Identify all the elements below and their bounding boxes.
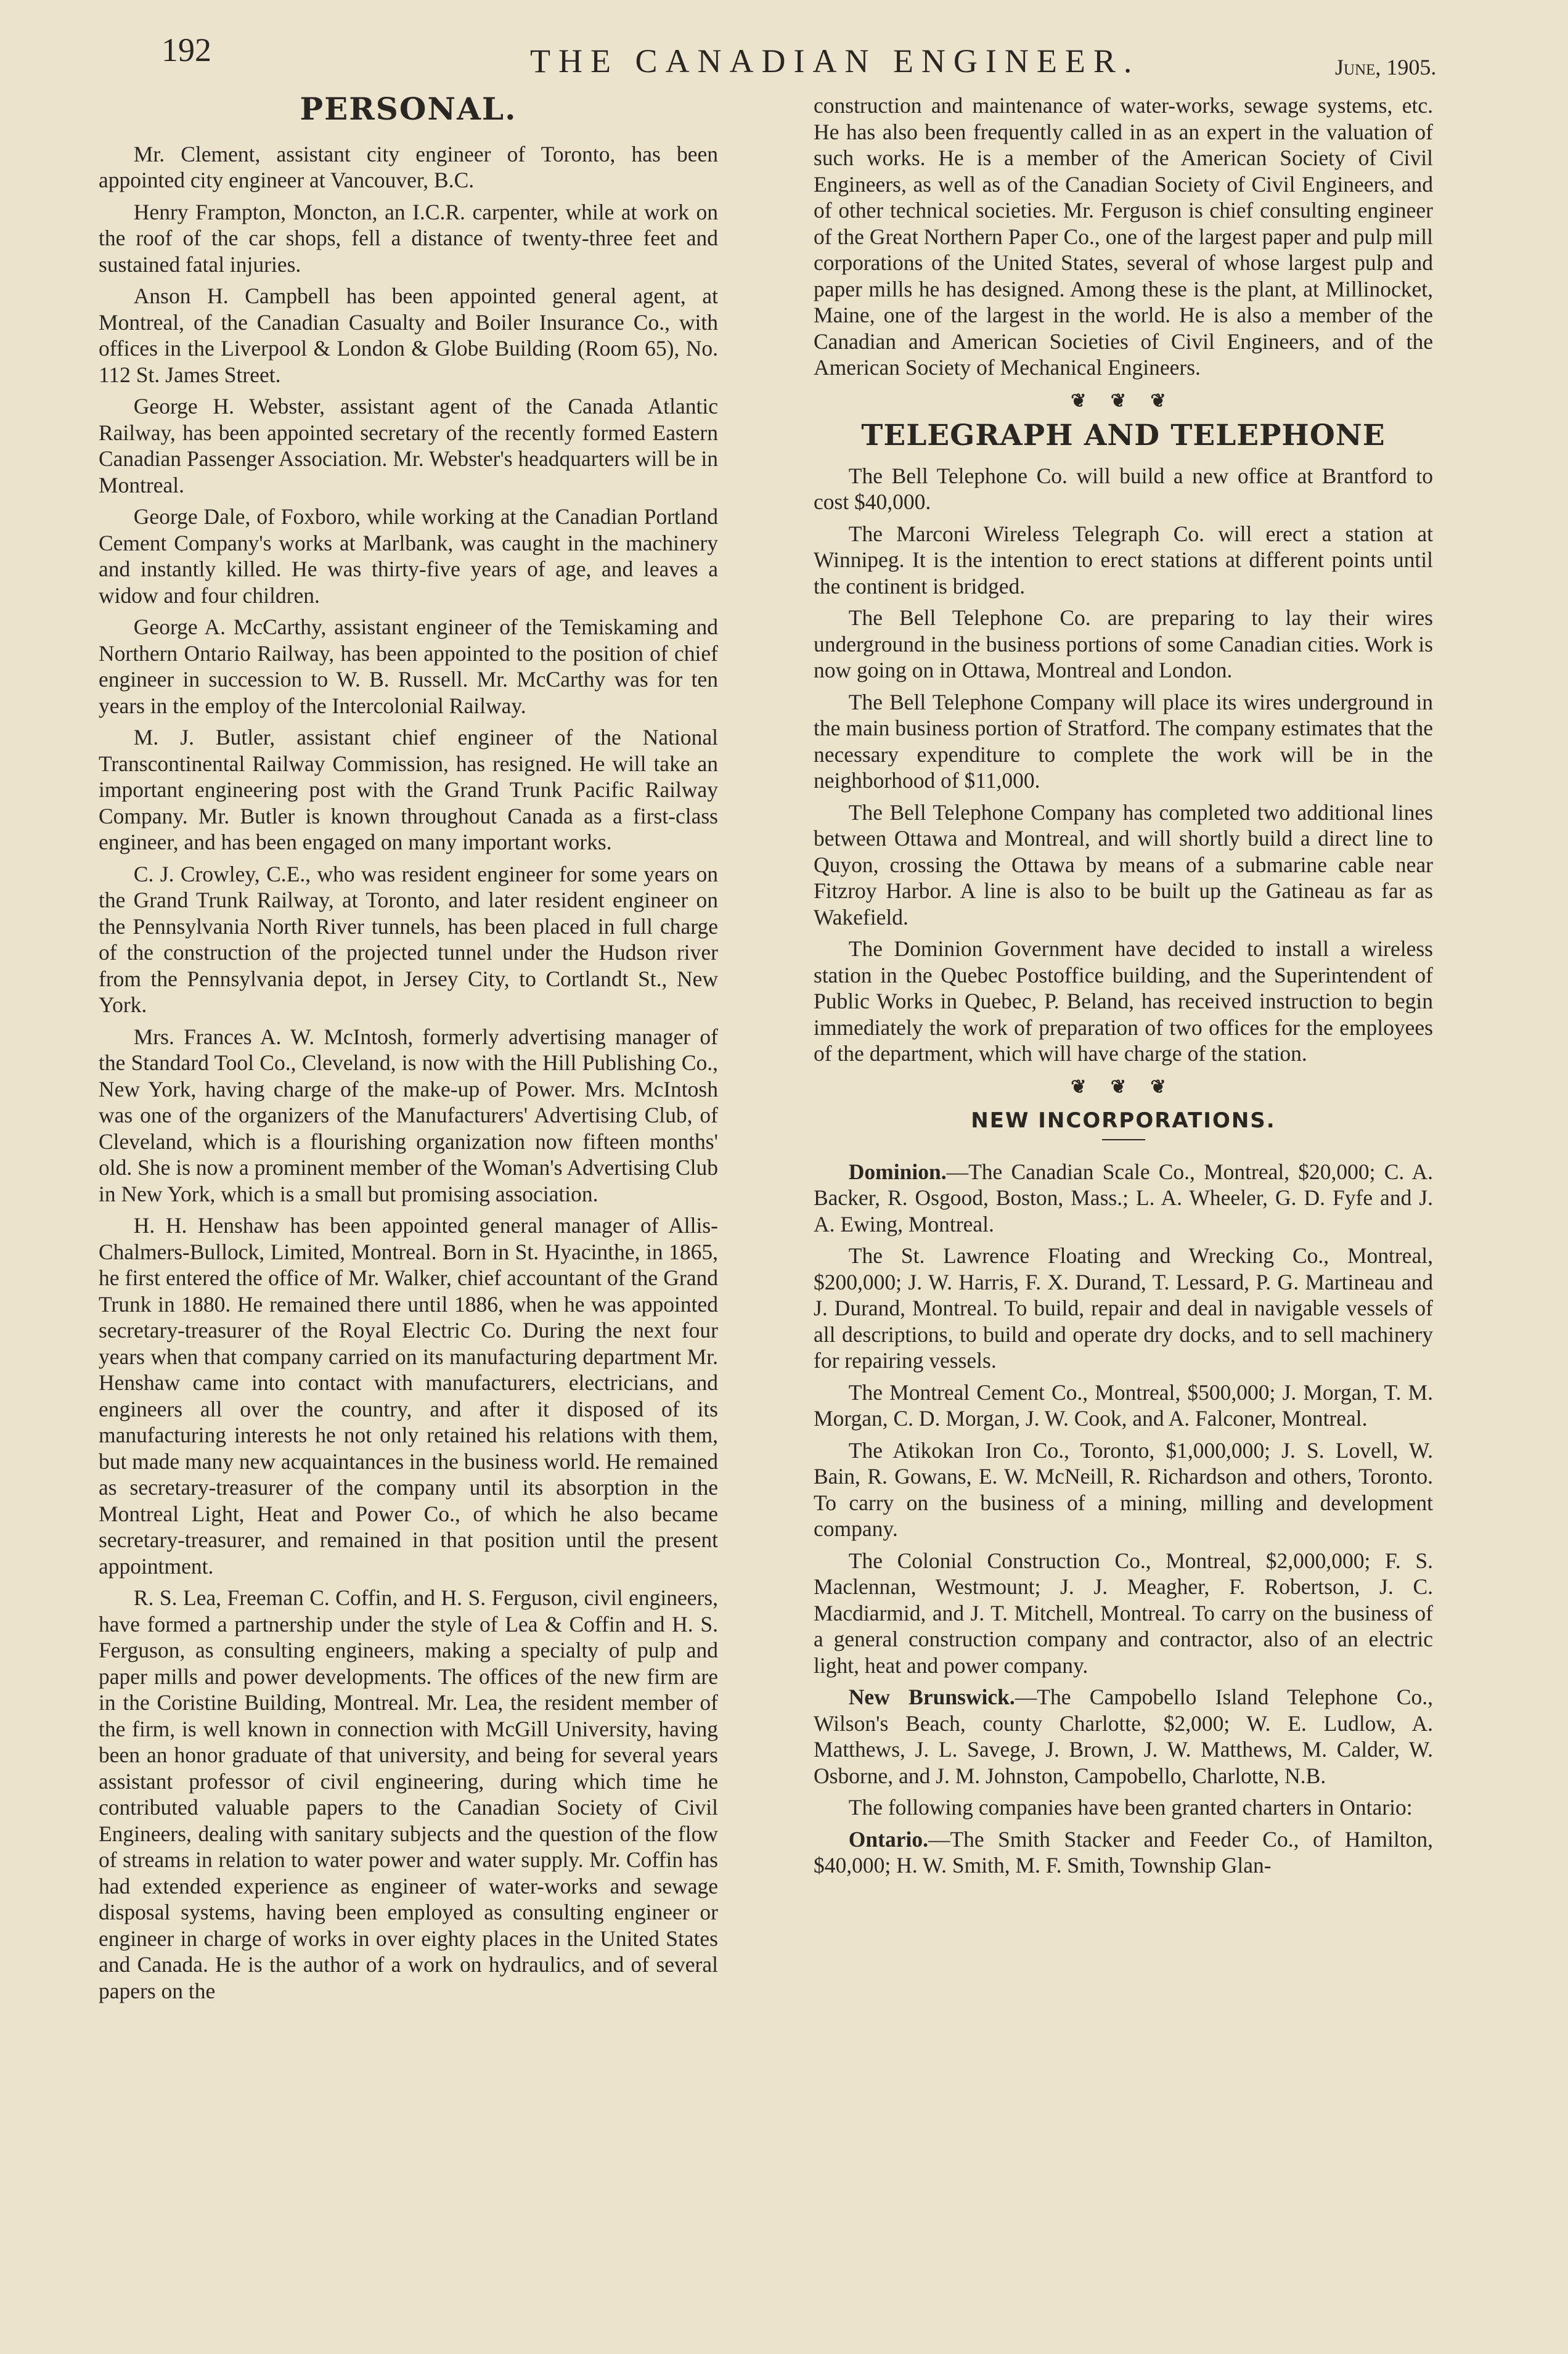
ontario-intro-paragraph: The following companies have been granted charters in Ontario: — [848, 1795, 1413, 1820]
section-ornament: ❦ ❦ ❦ — [1071, 390, 1176, 411]
personal-heading: PERSONAL. — [300, 91, 517, 127]
personal-paragraph: Mrs. Frances A. W. McIntosh, formerly advertising manager of the Standard Tool Co., Cleveland, is now with the Hill Publishing Co., New York, having charge of the make-up of Power. Mrs. McIntosh was one of the organizers of the Manufacturers' Advertising Club, of Cleveland, which is a flourishing organization now fifteen months' old. She is now a prominent member of the Woman's Advertising Club in New York, which is a small but promising association. — [99, 1024, 718, 1206]
incorporations-heading: NEW INCORPORATIONS. — [971, 1108, 1276, 1133]
right-column — [814, 92, 1433, 1884]
incorporation-paragraph: The Montreal Cement Co., Montreal, $500,000; J. Morgan, T. M. Morgan, C. D. Morgan, J. W. Cook, and A. Falconer, Montreal. — [814, 1379, 1433, 1431]
journal-title: THE CANADIAN ENGINEER. — [530, 43, 1140, 80]
personal-paragraph: Mr. Clement, assistant city engineer of Toronto, has been appointed city engineer at Vancouver, B.C. — [99, 141, 718, 192]
new-brunswick-lead: New Brunswick. — [848, 1685, 1015, 1709]
telegraph-paragraph: The Bell Telephone Company has completed two additional lines between Ottawa and Montreal, and will shortly build a direct line to Quyon, crossing the Ottawa by means of a submarine cable near Fitzroy Harbor. A line is also to be built up the Gatineau as far as Wakefield. — [814, 799, 1433, 930]
ontario-lead: Ontario. — [848, 1826, 928, 1852]
divider — [1102, 1139, 1145, 1140]
personal-paragraph: R. S. Lea, Freeman C. Coffin, and H. S. Ferguson, civil engineers, have formed a partnership under the style of Lea & Coffin and H. S. Ferguson, as consulting engineers, making a specialty of pulp and paper mills and power developments. The offices of the new firm are in the Coristine Building, Montreal. Mr. Lea, the resident member of the firm, is well known in connection with McGill University, having been an honor graduate of that university, and being for several years assistant professor of civil engineering, during which time he contributed valuable papers to the Canadian Society of Civil Engineers, dealing with sanitary subjects and the question of the flow of streams in relation to water power and water supply. Mr. Coffin has had extended experience as engineer of water-works and sewage disposal systems, having been employed as consulting engineer or engineer in charge of works in over eighty places in the United States and Canada. He is the author of a work on hydraulics, and of several papers on the — [99, 1585, 718, 2003]
incorporation-dominion-paragraph — [814, 1159, 1433, 1238]
telegraph-heading: TELEGRAPH AND TELEPHONE — [861, 419, 1386, 452]
left-column — [99, 92, 718, 2009]
personal-paragraph: George Dale, of Foxboro, while working at the Canadian Portland Cement Company's works at Marlbank, was caught in the machinery and instantly killed. He was thirty-five years of age, and leaves a widow and four children. — [99, 504, 718, 608]
incorporation-paragraph: The St. Lawrence Floating and Wrecking Co., Montreal, $200,000; J. W. Harris, F. X. Durand, T. Lessard, P. G. Martineau and J. Durand, Montreal. To build, repair and deal in navigable vessels of all descriptions, to build and operate dry docks, and to sell machinery for repairing vessels. — [814, 1243, 1433, 1373]
personal-paragraph: M. J. Butler, assistant chief engineer of the National Transcontinental Railway Commission, has resigned. He will take an important engineering post with the Grand Trunk Pacific Railway Company. Mr. Butler is known throughout Canada as a first-class engineer, and has been engaged on many important works. — [99, 725, 718, 854]
telegraph-paragraph: The Dominion Government have decided to install a wireless station in the Quebec Postoffice building, and the Superintendent of Public Works in Quebec, P. Beland, has received instruction to begin immediately the work of preparation of two offices for the employees of the department, which will have charge of the station. — [814, 936, 1433, 1066]
incorporation-ontario-paragraph — [814, 1826, 1433, 1879]
personal-paragraph: H. H. Henshaw has been appointed general manager of Allis-Chalmers-Bullock, Limited, Montreal. Born in St. Hyacinthe, in 1865, he first entered the office of Mr. Walker, chief accountant of the Grand Trunk in 1880. He remained there until 1886, when he was appointed secretary-treasurer of the Royal Electric Co. During the next four years when that company carried on its manufacturing department Mr. Henshaw came into contact with manufacturers, electricians, and engineers all over the country, and after it disposed of its manufacturing interests he not only retained his relations with them, but made many new acquaintances in the business world. He remained as secretary-treasurer of the company until its absorption in the Montreal Light, Heat and Power Co., of which he also became secretary-treasurer, and remained in that position until the present appointment. — [99, 1213, 718, 1579]
personal-paragraph: George H. Webster, assistant agent of the Canada Atlantic Railway, has been appointed secretary of the recently formed Eastern Canadian Passenger Association. Mr. Webster's headquarters will be in Montreal. — [99, 394, 718, 497]
telegraph-paragraph: The Bell Telephone Co. will build a new office at Brantford to cost $40,000. — [814, 463, 1433, 514]
issue-date: June, 1905. — [1335, 55, 1437, 80]
incorporation-paragraph: The Colonial Construction Co., Montreal, $2,000,000; F. S. Maclennan, Westmount; J. J. Meagher, F. Robertson, J. C. Macdiarmid, and J. T. Mitchell, Montreal. To carry on the business of a general construction company and contractor, also of an electric light, heat and power company. — [814, 1548, 1433, 1678]
telegraph-paragraph: The Marconi Wireless Telegraph Co. will erect a station at Winnipeg. It is the intention to erect stations at different points until the continent is bridged. — [814, 521, 1433, 599]
dominion-text: —The Canadian Scale Co., Montreal, $20,000; C. A. Backer, R. Osgood, Boston, Mass.; L. A. Wheeler, G. D. Fyfe and J. A. Ewing, Montreal. — [814, 1159, 1433, 1236]
personal-paragraph: Anson H. Campbell has been appointed general agent, at Montreal, of the Canadian Casualty and Boiler Insurance Co., with offices in the Liverpool & London & Globe Building (Room 65), No. 112 St. James Street. — [99, 284, 718, 387]
page-header — [0, 25, 1568, 86]
telegraph-paragraph: The Bell Telephone Co. are preparing to lay their wires underground in the business portions of some Canadian cities. Work is now going on in Ottawa, Montreal and London. — [814, 605, 1433, 682]
personal-paragraph: Henry Frampton, Moncton, an I.C.R. carpenter, while at work on the roof of the car shops, fell a distance of twenty-three feet and sustained fatal injuries. — [99, 199, 718, 277]
new-brunswick-text: —The Campobello Island Telephone Co., Wilson's Beach, county Charlotte, $2,000; W. E. Ludlow, A. Matthews, J. L. Savege, J. Brown, J. W. Matthews, M. Calder, W. Osborne, and J. M. Johnston, Campobello, Charlotte, N.B. — [814, 1685, 1433, 1788]
personal-continued-paragraph: construction and maintenance of water-works, sewage systems, etc. He has also been frequently called in as an expert in the valuation of such works. He is a member of the American Society of Civil Engineers, as well as of the Canadian Society of Civil Engineers, and of other technical societies. Mr. Ferguson is chief consulting engineer of the Great Northern Paper Co., one of the largest paper and pulp mill corporations of the United States, several of whose largest pulp and paper mills he has designed. Among these is the plant, at Millinocket, Maine, one of the largest in the world. He is also a member of the Canadian and American Societies of Civil Engineers, and of the American Society of Mechanical Engineers. — [814, 93, 1433, 380]
dominion-lead: Dominion. — [848, 1159, 947, 1184]
page-number: 192 — [161, 31, 211, 68]
ontario-text: —The Smith Stacker and Feeder Co., of Hamilton, $40,000; H. W. Smith, M. F. Smith, Township Glan- — [814, 1826, 1433, 1878]
personal-paragraph: George A. McCarthy, assistant engineer of the Temiskaming and Northern Ontario Railway, has been appointed to the position of chief engineer in succession to W. B. Russell. Mr. McCarthy was for ten years in the employ of the Intercolonial Railway. — [99, 615, 718, 718]
personal-paragraph: C. J. Crowley, C.E., who was resident engineer for some years on the Grand Trunk Railway, at Toronto, and later resident engineer on the Pennsylvania North River tunnels, has been placed in full charge of the construction of the projected tunnel under the Hudson river from the Pennsylvania depot, in Jersey City, to Cortlandt St., New York. — [99, 861, 718, 1017]
telegraph-paragraph: The Bell Telephone Company will place its wires underground in the main business portion of Stratford. The company estimates that the necessary expenditure to complete the work will be in the neighborhood of $11,000. — [814, 689, 1433, 793]
incorporation-paragraph: The Atikokan Iron Co., Toronto, $1,000,000; J. S. Lovell, W. Bain, R. Gowans, E. W. McNeill, R. Richardson and others, Toronto. To carry on the business of a mining, milling and development company. — [814, 1437, 1433, 1541]
incorporation-nb-paragraph — [814, 1684, 1433, 1789]
section-ornament: ❦ ❦ ❦ — [1071, 1076, 1176, 1097]
